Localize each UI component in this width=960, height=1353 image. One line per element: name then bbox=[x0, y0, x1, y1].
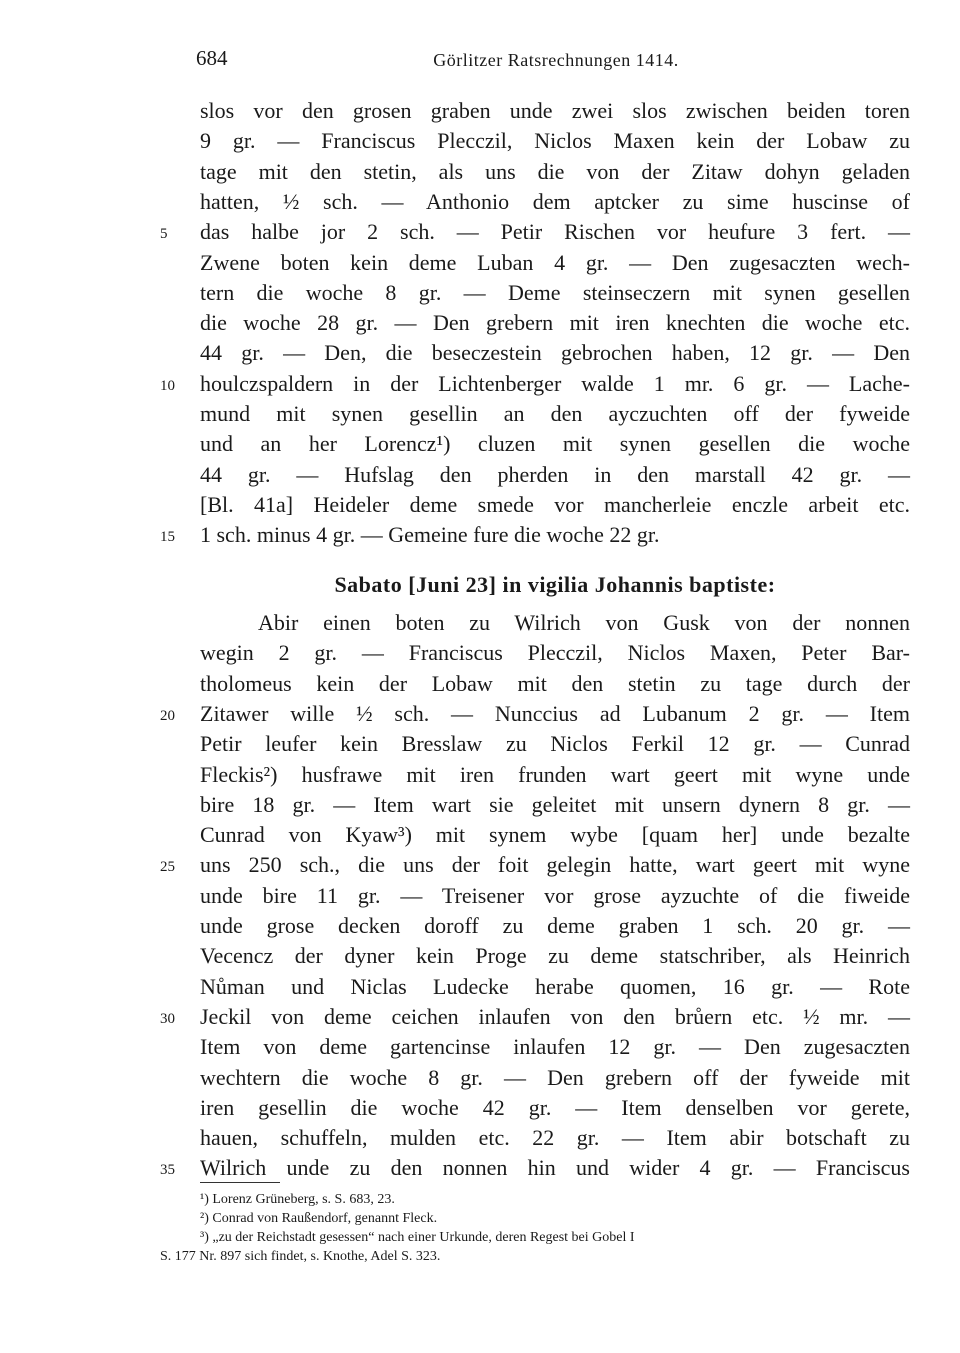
text-line: 44 gr. — Den, die beseczestein gebrochen haben, 12 gr. — Den bbox=[200, 340, 910, 366]
text-line: Cunrad von Kyaw³) mit synem wybe [quam her] unde bezalte bbox=[200, 822, 910, 848]
text-line: Fleckis²) husfrawe mit iren frunden wart geert mit wyne unde bbox=[200, 761, 910, 787]
text-line: Zwene boten kein deme Luban 4 gr. — Den zugesaczten wech- bbox=[200, 249, 910, 275]
line-number: 15 bbox=[160, 529, 175, 546]
text-line: Petir leufer kein Bresslaw zu Niclos Ferkil 12 gr. — Cunrad bbox=[200, 731, 910, 757]
text-line: wechtern die woche 8 gr. — Den grebern off der fyweide mit bbox=[200, 1064, 910, 1090]
text-line: tholomeus kein der Lobaw mit den stetin zu tage durch der bbox=[200, 670, 910, 696]
text-line: hatten, ½ sch. — Anthonio dem aptcker zu sime huscinse of bbox=[200, 188, 910, 214]
line-number: 35 bbox=[160, 1162, 175, 1179]
text-line: Wilrich unde zu den nonnen hin und wider 4 gr. — Franciscus bbox=[200, 1155, 910, 1181]
text-line: hauen, schuffeln, mulden etc. 22 gr. — Item abir botschaft zu bbox=[200, 1125, 910, 1151]
line-number: 20 bbox=[160, 707, 175, 724]
text-line: 44 gr. — Hufslag den pherden in den marstall 42 gr. — bbox=[200, 461, 910, 487]
footnote: S. 177 Nr. 897 sich findet, s. Knothe, Adel S. 323. bbox=[160, 1249, 441, 1264]
text-line: 1 sch. minus 4 gr. — Gemeine fure die woche 22 gr. bbox=[200, 522, 660, 548]
running-title: Görlitzer Ratsrechnungen 1414. bbox=[433, 50, 679, 70]
text-line: bire 18 gr. — Item wart sie geleitet mit unsern dynern 8 gr. — bbox=[200, 791, 910, 817]
line-number: 25 bbox=[160, 859, 175, 876]
text-line: Item von deme gartencinse inlaufen 12 gr. — Den zugesaczten bbox=[200, 1034, 910, 1060]
footnote: ³) „zu der Reichstadt gesessen“ nach einer Urkunde, deren Regest bei Gobel I bbox=[200, 1230, 635, 1245]
text-line: wegin 2 gr. — Franciscus Plecczil, Niclos Maxen, Peter Bar- bbox=[200, 640, 910, 666]
text-line: iren gesellin die woche 42 gr. — Item denselben vor gerete, bbox=[200, 1094, 910, 1120]
text-line: mund mit synen gesellin an den ayczuchten off der fyweide bbox=[200, 401, 910, 426]
footnote-rule bbox=[200, 1182, 280, 1183]
text-line: unde bire 11 gr. — Treisener vor grose ayzuchte of die fiweide bbox=[200, 882, 910, 908]
text-line: tage mit den stetin, als uns die von der Zitaw dohyn geladen bbox=[200, 158, 910, 184]
text-line: das halbe jor 2 sch. — Petir Rischen vor heufure 3 fert. — bbox=[200, 219, 910, 245]
text-line: uns 250 sch., die uns der foit gelegin hatte, wart geert mit wyne bbox=[200, 852, 910, 878]
page-number: 684 bbox=[196, 46, 228, 70]
text-line: Vecencz der dyner kein Proge zu deme statschriber, als Heinrich bbox=[200, 943, 910, 969]
text-line: 9 gr. — Franciscus Plecczil, Niclos Maxen kein der Lobaw zu bbox=[200, 128, 910, 154]
text-line: tern die woche 8 gr. — Deme steinseczern mit synen gesellen bbox=[200, 279, 910, 305]
line-number: 10 bbox=[160, 377, 175, 394]
text-line: Abir einen boten zu Wilrich von Gusk von der nonnen bbox=[258, 610, 910, 635]
text-line: houlczspaldern in der Lichtenberger walde 1 mr. 6 gr. — Lache- bbox=[200, 370, 910, 396]
text-line: die woche 28 gr. — Den grebern mit iren knechten die woche etc. bbox=[200, 310, 910, 336]
text-line: Jeckil von deme ceichen inlaufen von den brůern etc. ½ mr. — bbox=[200, 1003, 910, 1029]
text-line: und an her Lorencz¹) cluzen mit synen gesellen die woche bbox=[200, 431, 910, 457]
footnote: ²) Conrad von Raußendorf, genannt Fleck. bbox=[200, 1211, 438, 1226]
line-number: 30 bbox=[160, 1010, 175, 1027]
footnote: ¹) Lorenz Grüneberg, s. S. 683, 23. bbox=[200, 1192, 395, 1207]
page-header bbox=[196, 46, 916, 76]
text-line: Nůman und Niclas Ludecke herabe quomen, 16 gr. — Rote bbox=[200, 973, 910, 999]
text-line: slos vor den grosen graben unde zwei slos zwischen beiden toren bbox=[200, 98, 910, 123]
section-heading: Sabato [Juni 23] in vigilia Johannis baptiste: bbox=[334, 572, 776, 597]
text-line: [Bl. 41a] Heideler deme smede vor mancherleie enczle arbeit etc. bbox=[200, 491, 910, 517]
text-line: Zitawer wille ½ sch. — Nunccius ad Lubanum 2 gr. — Item bbox=[200, 700, 910, 726]
line-number: 5 bbox=[160, 226, 168, 243]
text-line: unde grose decken doroff zu deme graben 1 sch. 20 gr. — bbox=[200, 913, 910, 938]
